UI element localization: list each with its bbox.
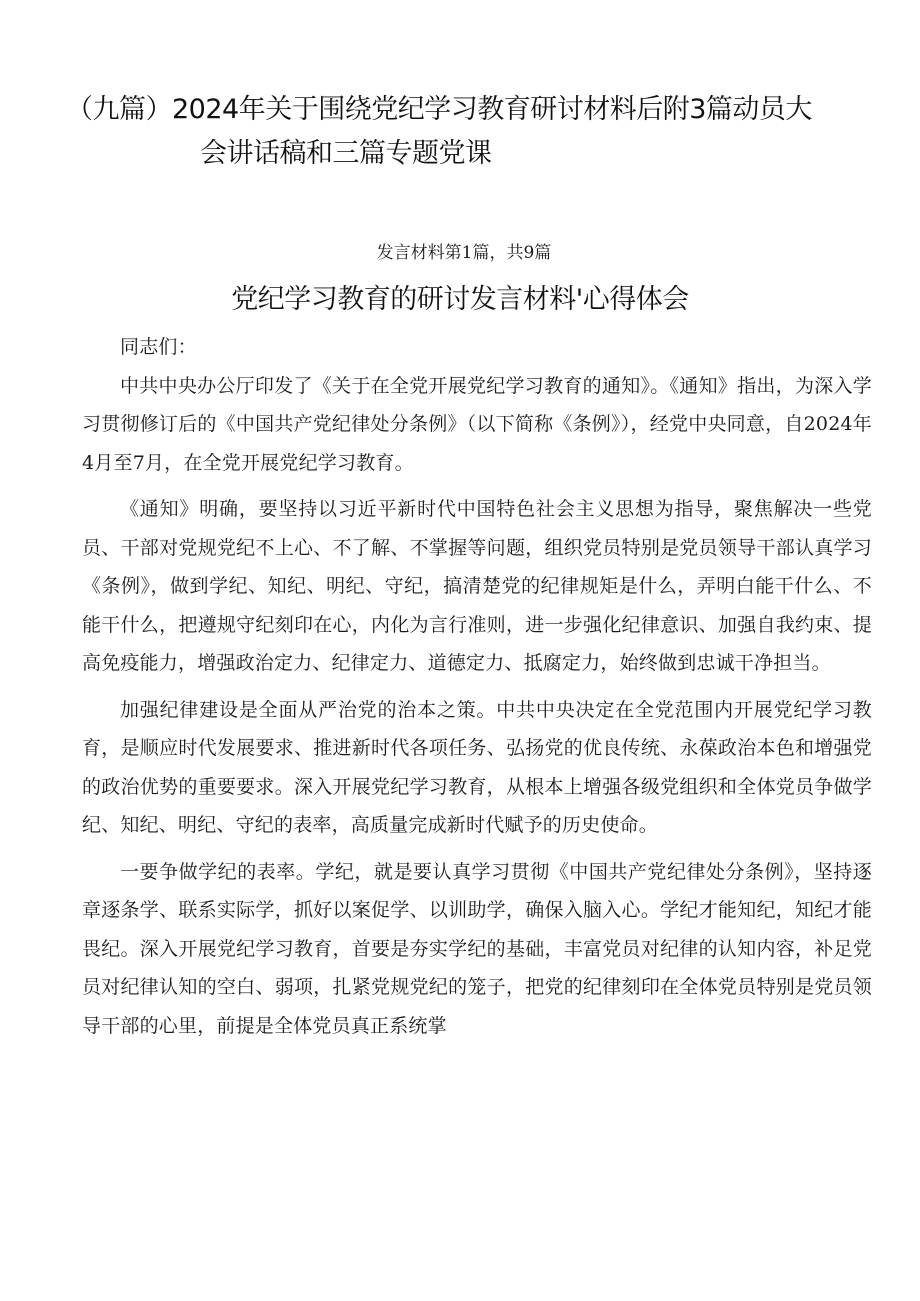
paragraph-2: 《通知》明确，要坚持以习近平新时代中国特色社会主义思想为指导，聚焦解决一些党员、干部对党规党纪不上心、不了解、不掌握等问题，组织党员特别是党员领导干部认真学习《条例》，做到学纪、知纪、明纪、守纪，搞清楚党的纪律规矩是什么，弄明白能干什么、不能干什么，把遵规守纪刻印在心，内化为言行准则，进一步强化纪律意识、加强自我约束、提高免疫能力，增强政治定力、纪律定力、道德定力、抵腐定力，始终做到忠诚干净担当。: [82, 498, 872, 674]
paragraph-4: 一要争做学纪的表率。学纪，就是要认真学习贯彻《中国共产党纪律处分条例》，坚持逐章逐条学、联系实际学，抓好以案促学、以训助学，确保入脑入心。学纪才能知纪，知纪才能畏纪。深入开展党纪学习教育，首要是夯实学纪的基础，丰富党员对纪律的认知内容，补足党员对纪律认知的空白、弱项，扎紧党规党纪的笼子，把党的纪律刻印在全体党员特别是党员领导干部的心里，前提是全体党员真正系统掌: [82, 860, 872, 1037]
section-label: 发言材料第1篇，共9篇: [376, 243, 552, 263]
paragraph-1: 中共中央办公厅印发了《关于在全党开展党纪学习教育的通知》。《通知》指出，为深入学习贯彻修订后的《中国共产党纪律处分条例》（以下简称《条例》），经党中央同意，自2024年4月至7月，在全党开展党纪学习教育。: [82, 374, 872, 474]
paragraph-3: 加强纪律建设是全面从严治党的治本之策。中共中央决定在全党范围内开展党纪学习教育，是顺应时代发展要求、推进新时代各项任务、弘扬党的优良传统、永葆政治本色和增强党的政治优势的重要要求。深入开展党纪学习教育，从根本上增强各级党组织和全体党员争做学纪、知纪、明纪、守纪的表率，高质量完成新时代赋予的历史使命。: [82, 698, 872, 836]
salutation: 同志们：: [120, 336, 197, 358]
article-body: [82, 328, 872, 1045]
article-title: 党纪学习教育的研讨发言材料'心得体会: [231, 284, 689, 315]
document-title-line-1: （九篇）2024年关于围绕党纪学习教育研讨材料后附3篇动员大: [66, 94, 812, 125]
document-title: [0, 88, 920, 176]
document-title-line-2: 会讲话稿和三篇专题党课: [200, 138, 492, 169]
